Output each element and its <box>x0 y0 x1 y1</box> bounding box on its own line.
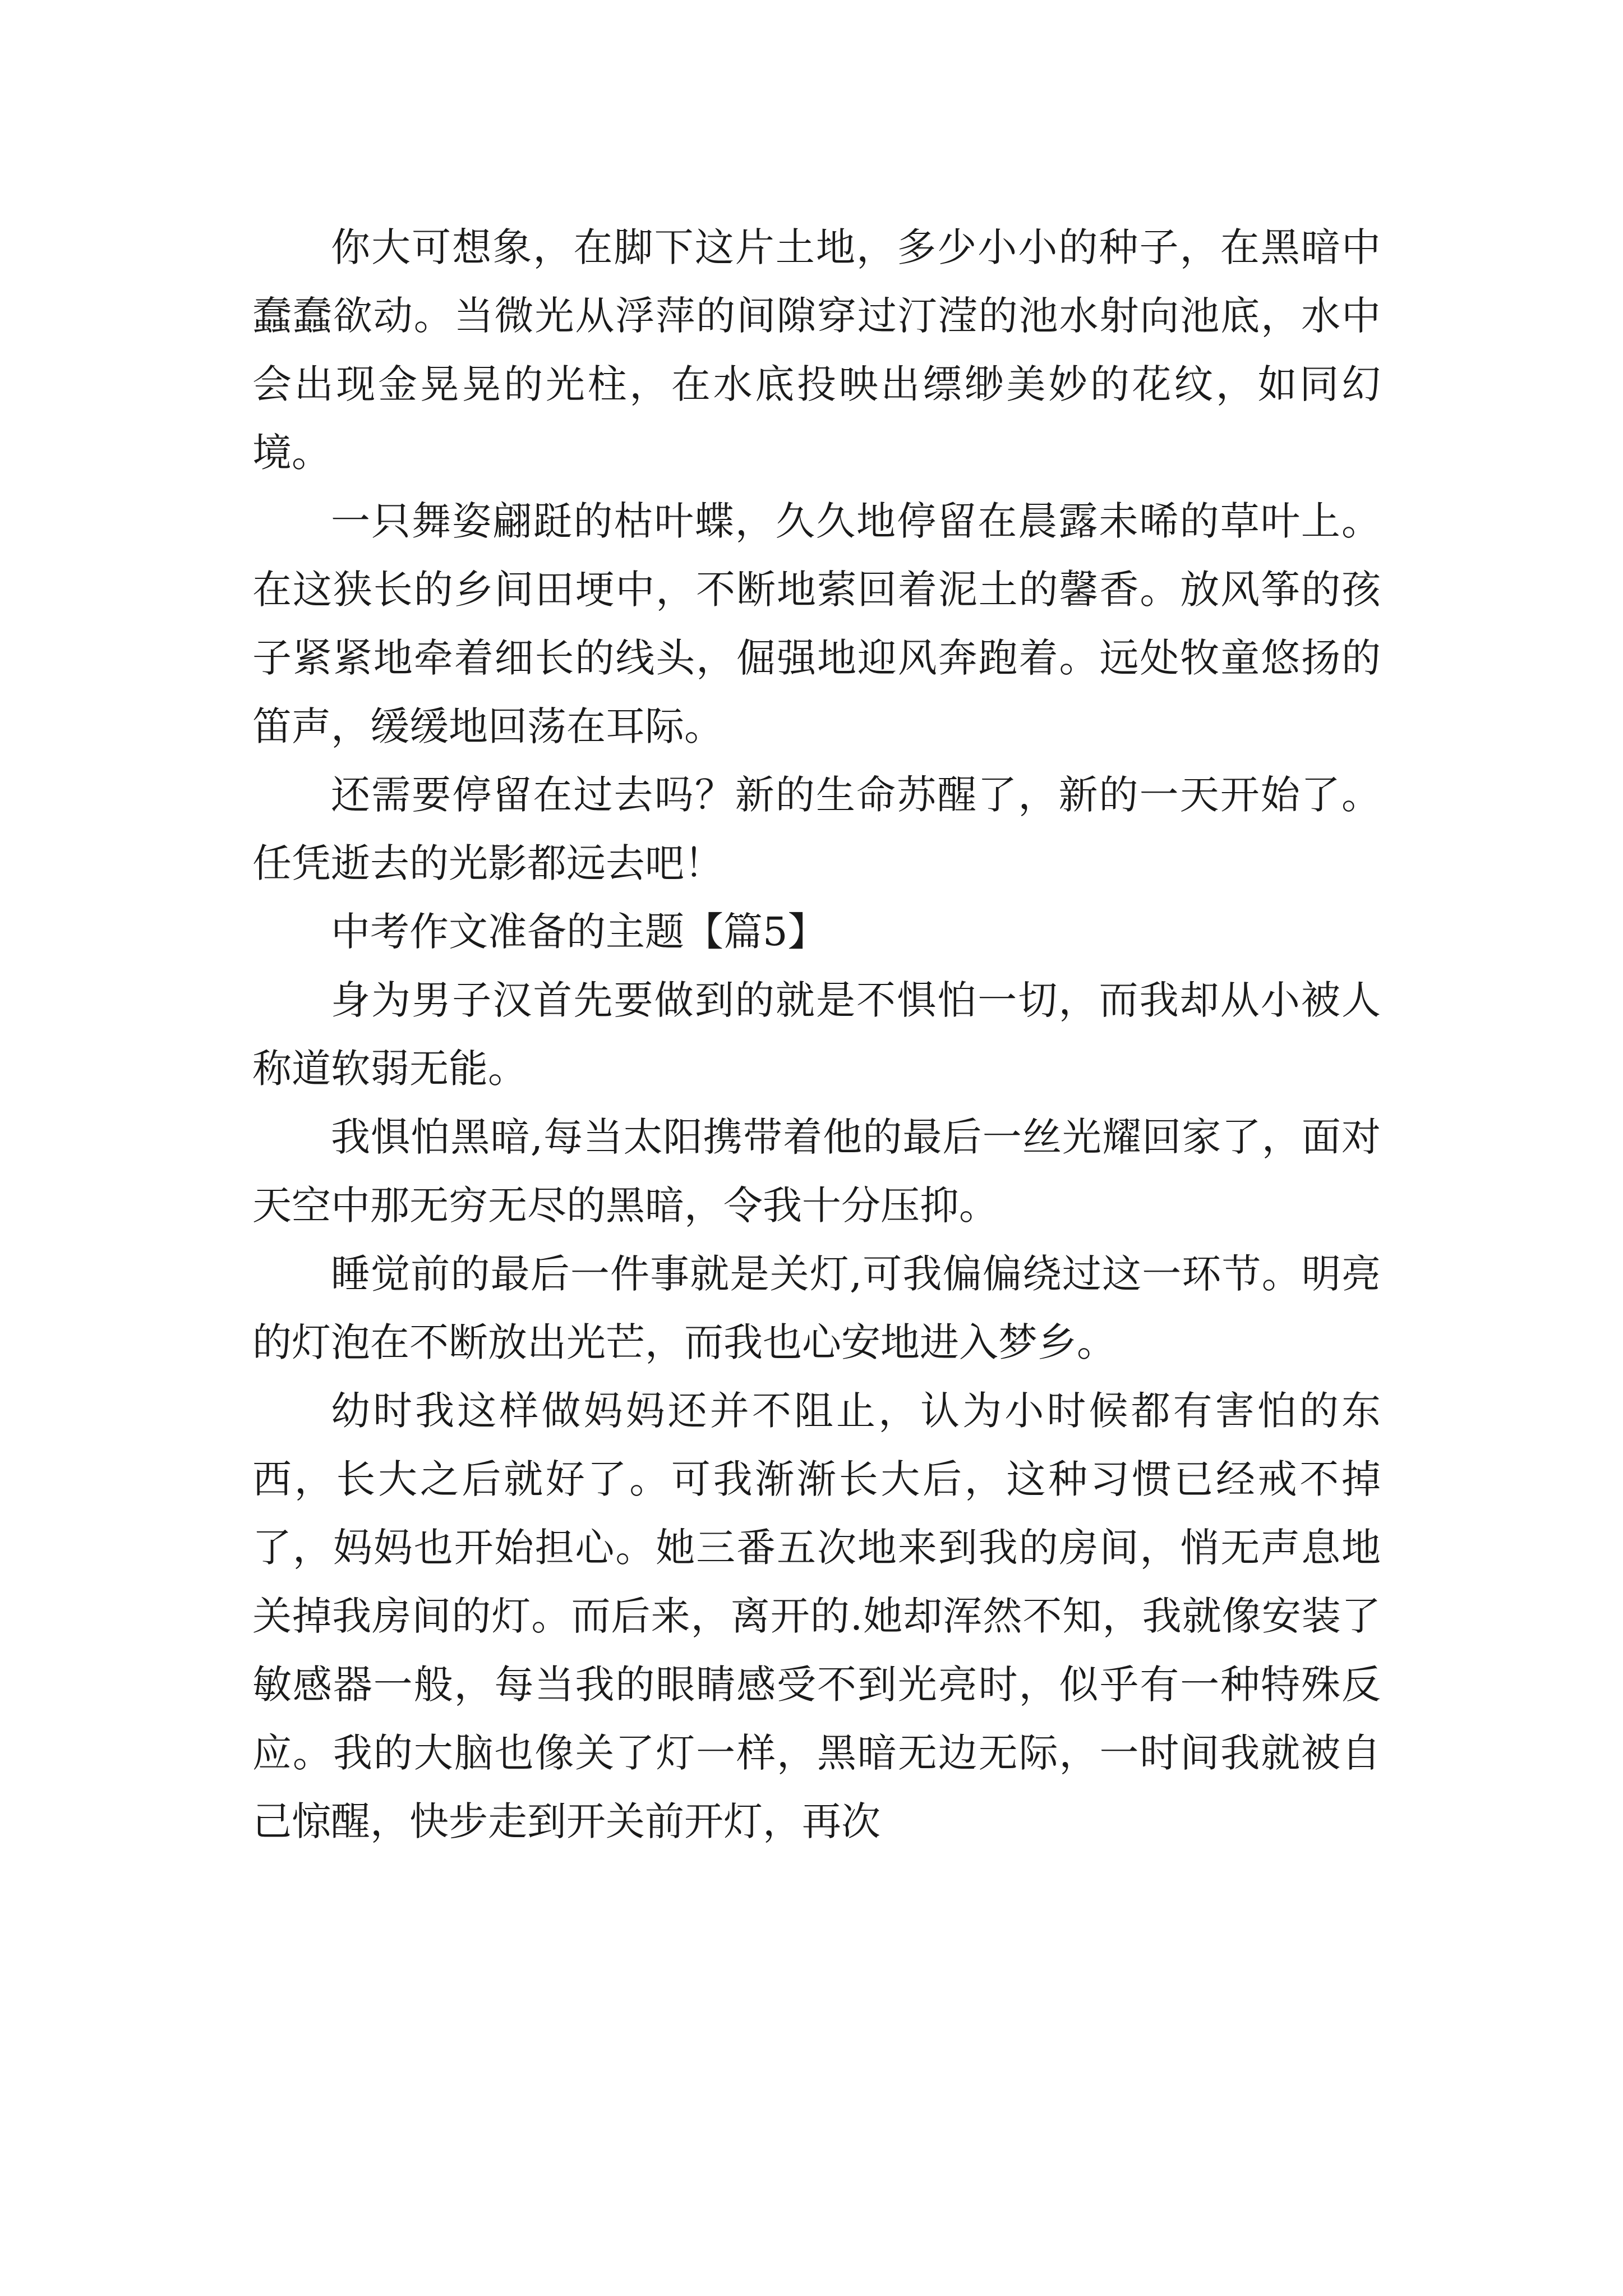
paragraph-lights: 睡觉前的最后一件事就是关灯,可我偏偏绕过这一环节。明亮的灯泡在不断放出光芒，而我也心安地进入梦乡。 <box>252 1251 1381 1365</box>
paragraph-fear-dark: 我惧怕黑暗,每当太阳携带着他的最后一丝光耀回家了，面对天空中那无穷无尽的黑暗，令我十分压抑。 <box>252 1114 1381 1228</box>
paragraph-butterfly: 一只舞姿翩跹的枯叶蝶，久久地停留在晨露未晞的草叶上。在这狭长的乡间田埂中，不断地萦回着泥土的馨香。放风筝的孩子紧紧地牵着细长的线头，倔强地迎风奔跑着。远处牧童悠扬的笛声，缓缓地回荡在耳际。 <box>252 498 1381 749</box>
paragraph-seeds: 你大可想象，在脚下这片土地，多少小小的种子，在黑暗中蠢蠢欲动。当微光从浮萍的间隙穿过汀滢的池水射向池底，水中会出现金晃晃的光柱，在水底投映出缥缈美妙的花纹，如同幻境。 <box>252 224 1381 476</box>
paragraph-childhood: 幼时我这样做妈妈还并不阻止，认为小时候都有害怕的东西，长大之后就好了。可我渐渐长大后，这种习惯已经戒不掉了，妈妈也开始担心。她三番五次地来到我的房间，悄无声息地关掉我房间的灯。而后来，离开的.她却浑然不知，我就像安装了敏感器一般，每当我的眼睛感受不到光亮时，似乎有一种特殊反应。我的大脑也像关了灯一样，黑暗无边无际，一时间我就被自己惊醒，快步走到开关前开灯，再次 <box>252 1388 1381 1844</box>
document-body <box>252 213 1381 1856</box>
section-heading: 中考作文准备的主题【篇5】 <box>331 909 827 955</box>
paragraph-brave: 身为男子汉首先要做到的就是不惧怕一切，而我却从小被人称道软弱无能。 <box>252 977 1381 1092</box>
paragraph-new-day: 还需要停留在过去吗？新的生命苏醒了，新的一天开始了。任凭逝去的光影都远去吧！ <box>252 772 1381 886</box>
